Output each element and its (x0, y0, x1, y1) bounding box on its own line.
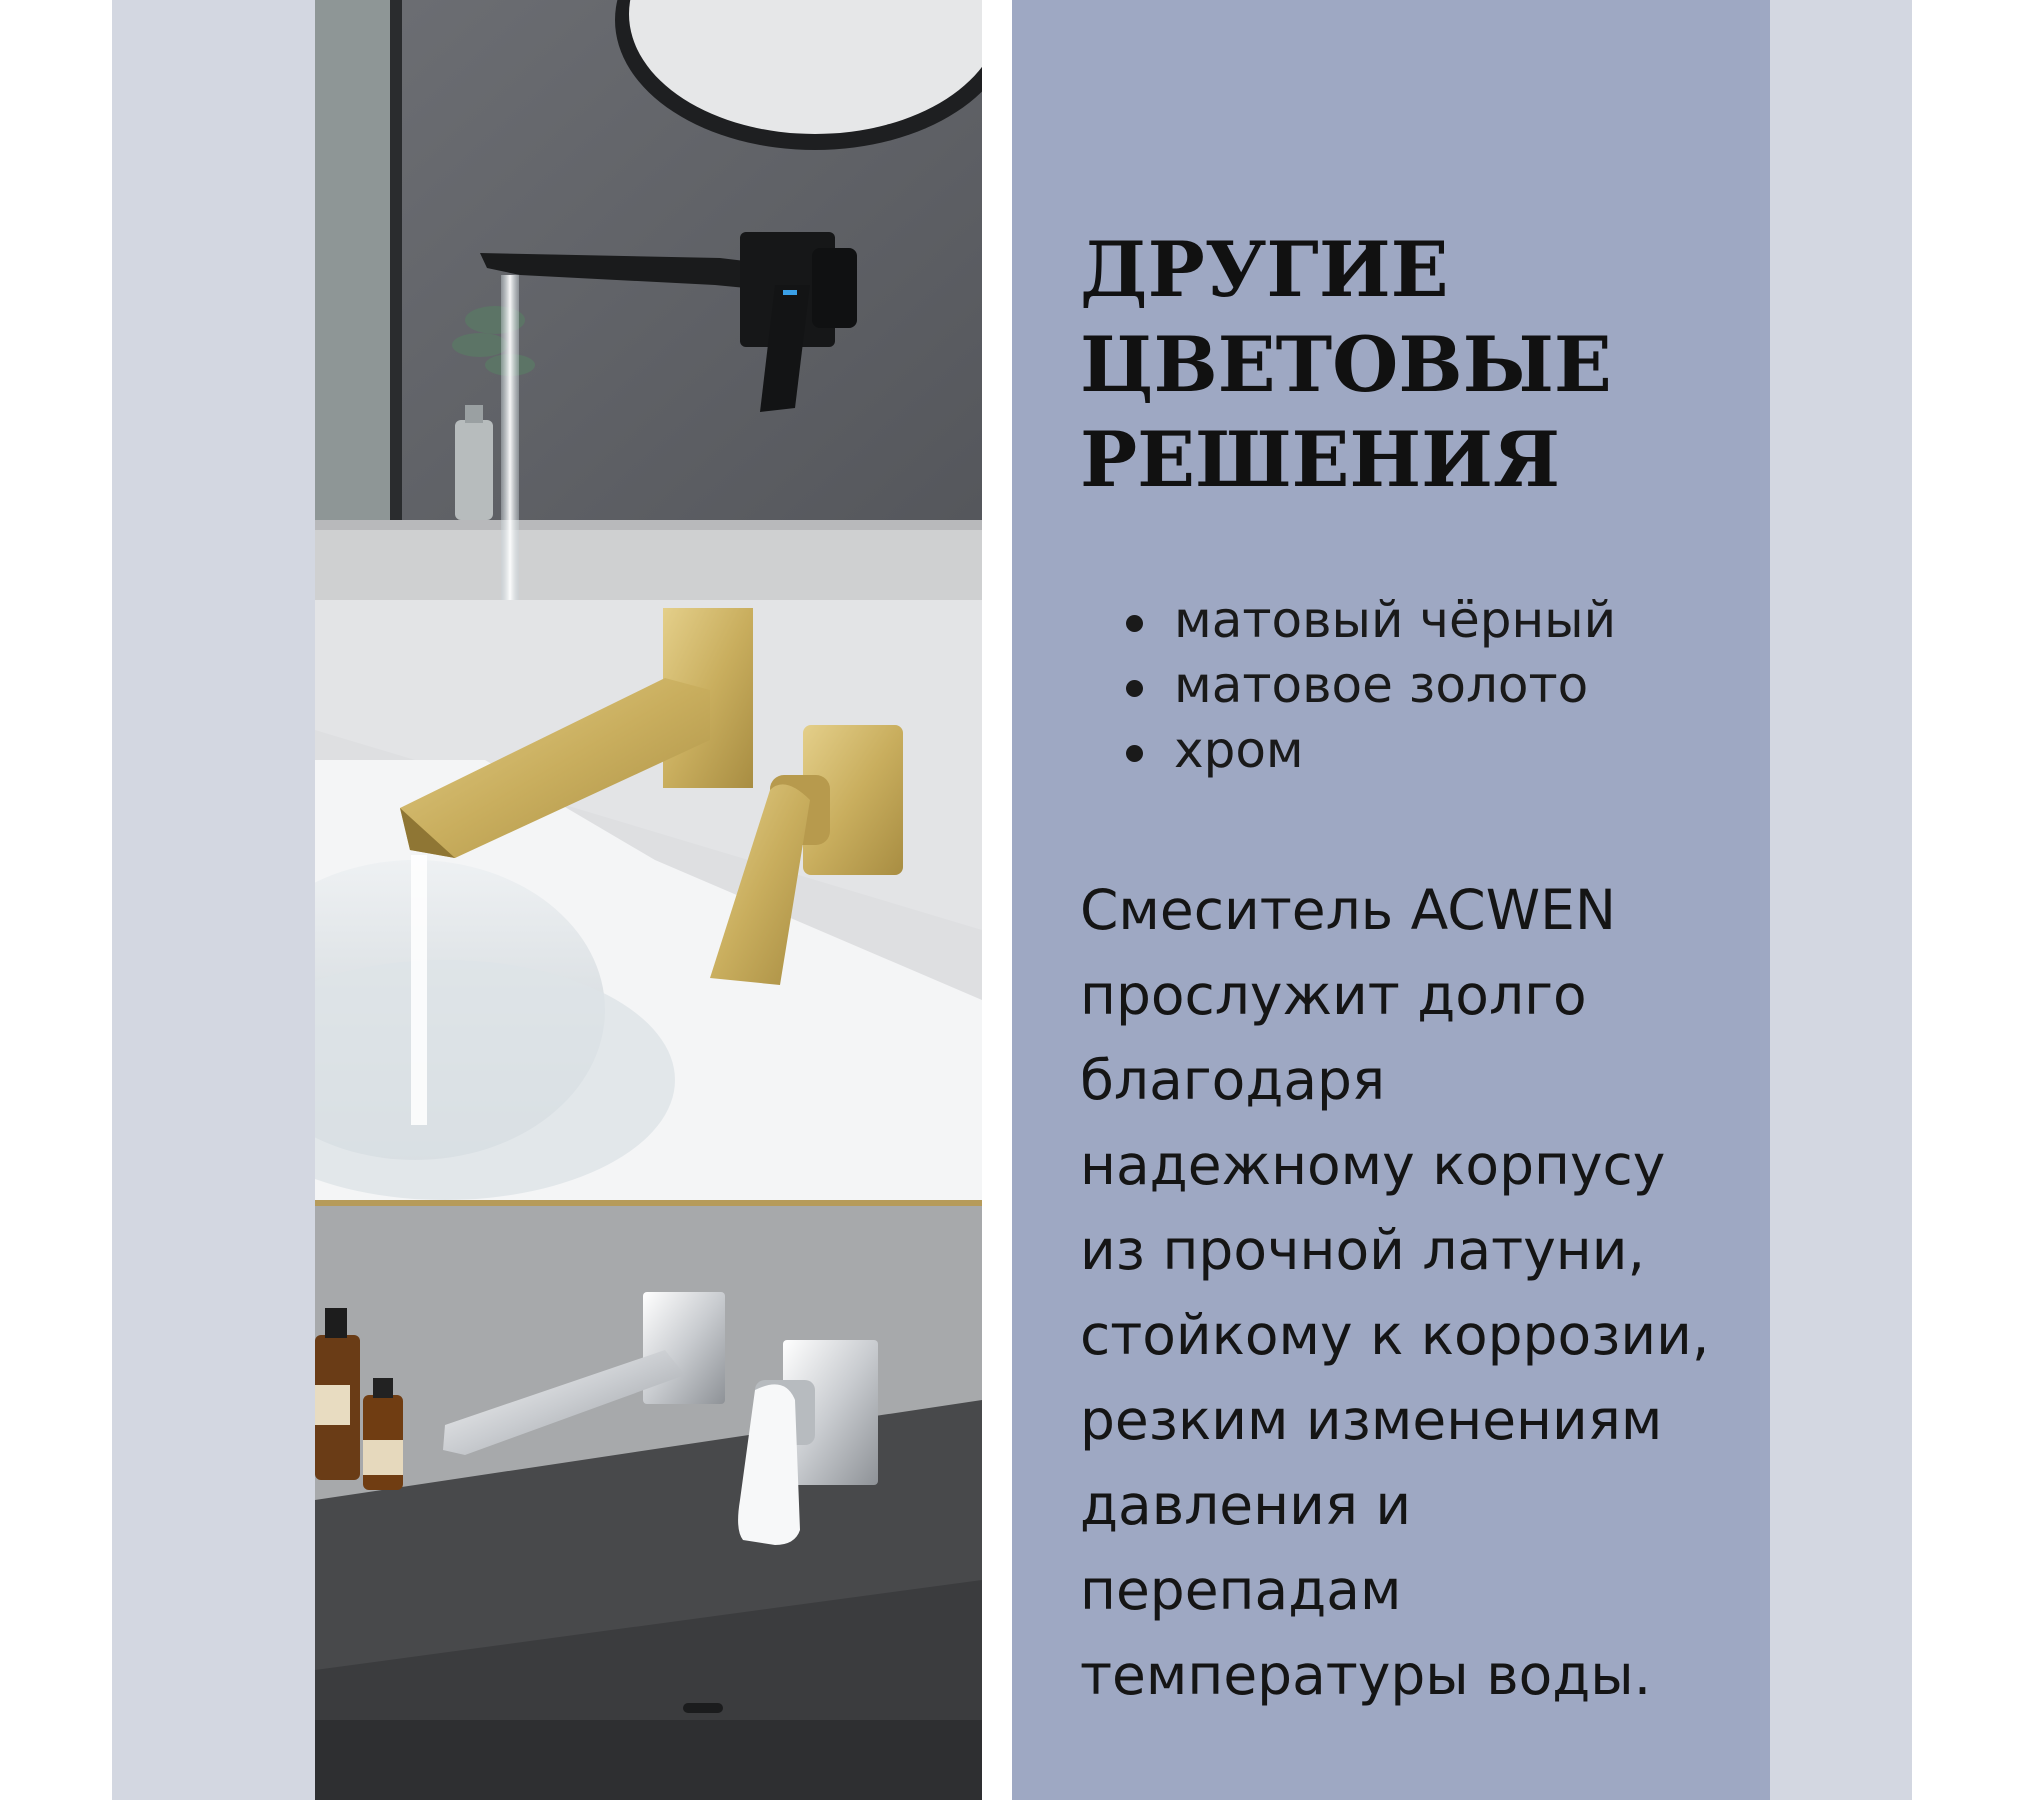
heading-line: РЕШЕНИЯ (1080, 415, 1561, 504)
description-line: давления и (1080, 1473, 1412, 1537)
color-option-label: матовый чёрный (1174, 591, 1617, 649)
photo-brushed-gold-faucet (315, 600, 982, 1200)
bullet-icon (1126, 680, 1143, 697)
description-line: перепадам (1080, 1558, 1402, 1622)
photo-chrome-faucet (315, 1200, 982, 1800)
section-heading (1080, 222, 1730, 507)
product-description (1080, 868, 1760, 1718)
description-line: надежному корпусу (1080, 1133, 1666, 1197)
color-option-item (1126, 653, 1616, 718)
heading-line: ЦВЕТОВЫЕ (1080, 320, 1612, 409)
left-decor-band (112, 0, 315, 1800)
description-line: благодаря (1080, 1048, 1386, 1112)
color-option-item (1126, 718, 1616, 783)
description-line: Смеситель ACWEN (1080, 878, 1616, 942)
color-option-label: матовое золото (1174, 656, 1589, 714)
description-line: прослужит долго (1080, 963, 1587, 1027)
right-decor-band (1770, 0, 1912, 1800)
description-line: стойкому к коррозии, (1080, 1303, 1710, 1367)
color-options-list (1126, 588, 1616, 783)
bullet-icon (1126, 745, 1143, 762)
description-line: из прочной латуни, (1080, 1218, 1645, 1282)
heading-line: ДРУГИЕ (1080, 225, 1449, 314)
description-line: резким изменениям (1080, 1388, 1663, 1452)
color-option-item (1126, 588, 1616, 653)
color-option-label: хром (1174, 721, 1304, 779)
bullet-icon (1126, 615, 1143, 632)
photo-column (315, 0, 982, 1800)
photo-matte-black-faucet (315, 0, 982, 600)
description-line: температуры воды. (1080, 1643, 1652, 1707)
